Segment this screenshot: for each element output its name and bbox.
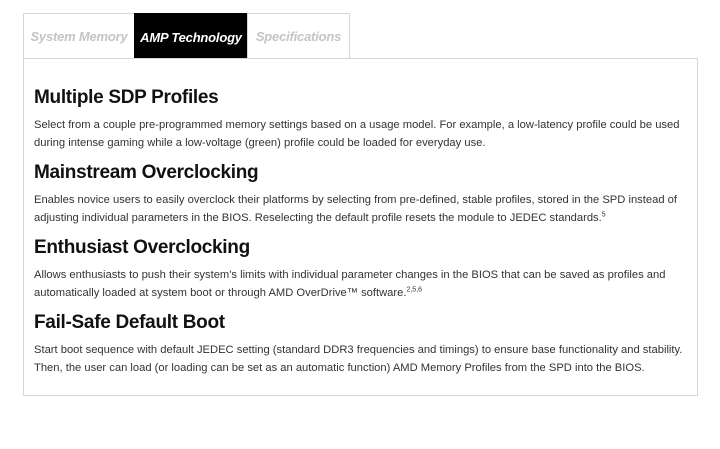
- section-heading: Fail-Safe Default Boot: [34, 312, 225, 333]
- section-heading: Mainstream Overclocking: [34, 162, 259, 183]
- section-multiple-sdp-profiles: [34, 86, 697, 152]
- section-body: [34, 342, 694, 377]
- section-heading: Enthusiast Overclocking: [34, 237, 250, 258]
- tab-system-memory[interactable]: System Memory: [23, 13, 135, 59]
- section-heading: Multiple SDP Profiles: [34, 87, 219, 108]
- tab-specifications[interactable]: Specifications: [247, 13, 350, 59]
- footnote-marker[interactable]: 2,5,6: [406, 285, 423, 293]
- section-mainstream-overclocking: [34, 161, 697, 227]
- footnote-marker[interactable]: 5: [601, 210, 606, 218]
- section-enthusiast-overclocking: [34, 236, 697, 302]
- section-body: [34, 192, 694, 227]
- section-body-text: Allows enthusiasts to push their system's limits with individual parameter changes in the BIOS that can be saved as profiles and automatically loaded at system boot or through AMD OverDrive™ software.: [34, 269, 666, 299]
- tab-amp-technology[interactable]: AMP Technology: [134, 13, 248, 60]
- tab-content-panel: [23, 58, 698, 396]
- section-body-text: Enables novice users to easily overclock their platforms by selecting from pre-defined, stable profiles, stored in the SPD instead of adjusting individual parameters in the BIOS. Reselecting the default profile resets the module to JEDEC standards.: [34, 194, 677, 224]
- section-body: [34, 117, 694, 152]
- section-fail-safe-default-boot: [34, 311, 697, 377]
- section-body-text: Start boot sequence with default JEDEC setting (standard DDR3 frequencies and timings) to ensure base functionality and stability. Then, the user can load (or loading can be set as an automatic function) AMD Memory Profiles from the SPD into the BIOS.: [34, 344, 683, 374]
- section-body: [34, 267, 694, 302]
- section-body-text: Select from a couple pre-programmed memory settings based on a usage model. For example, a low-latency profile could be used during intense gaming while a low-voltage (green) profile could be loaded for everyday use.: [34, 119, 680, 149]
- tab-bar: [23, 13, 350, 59]
